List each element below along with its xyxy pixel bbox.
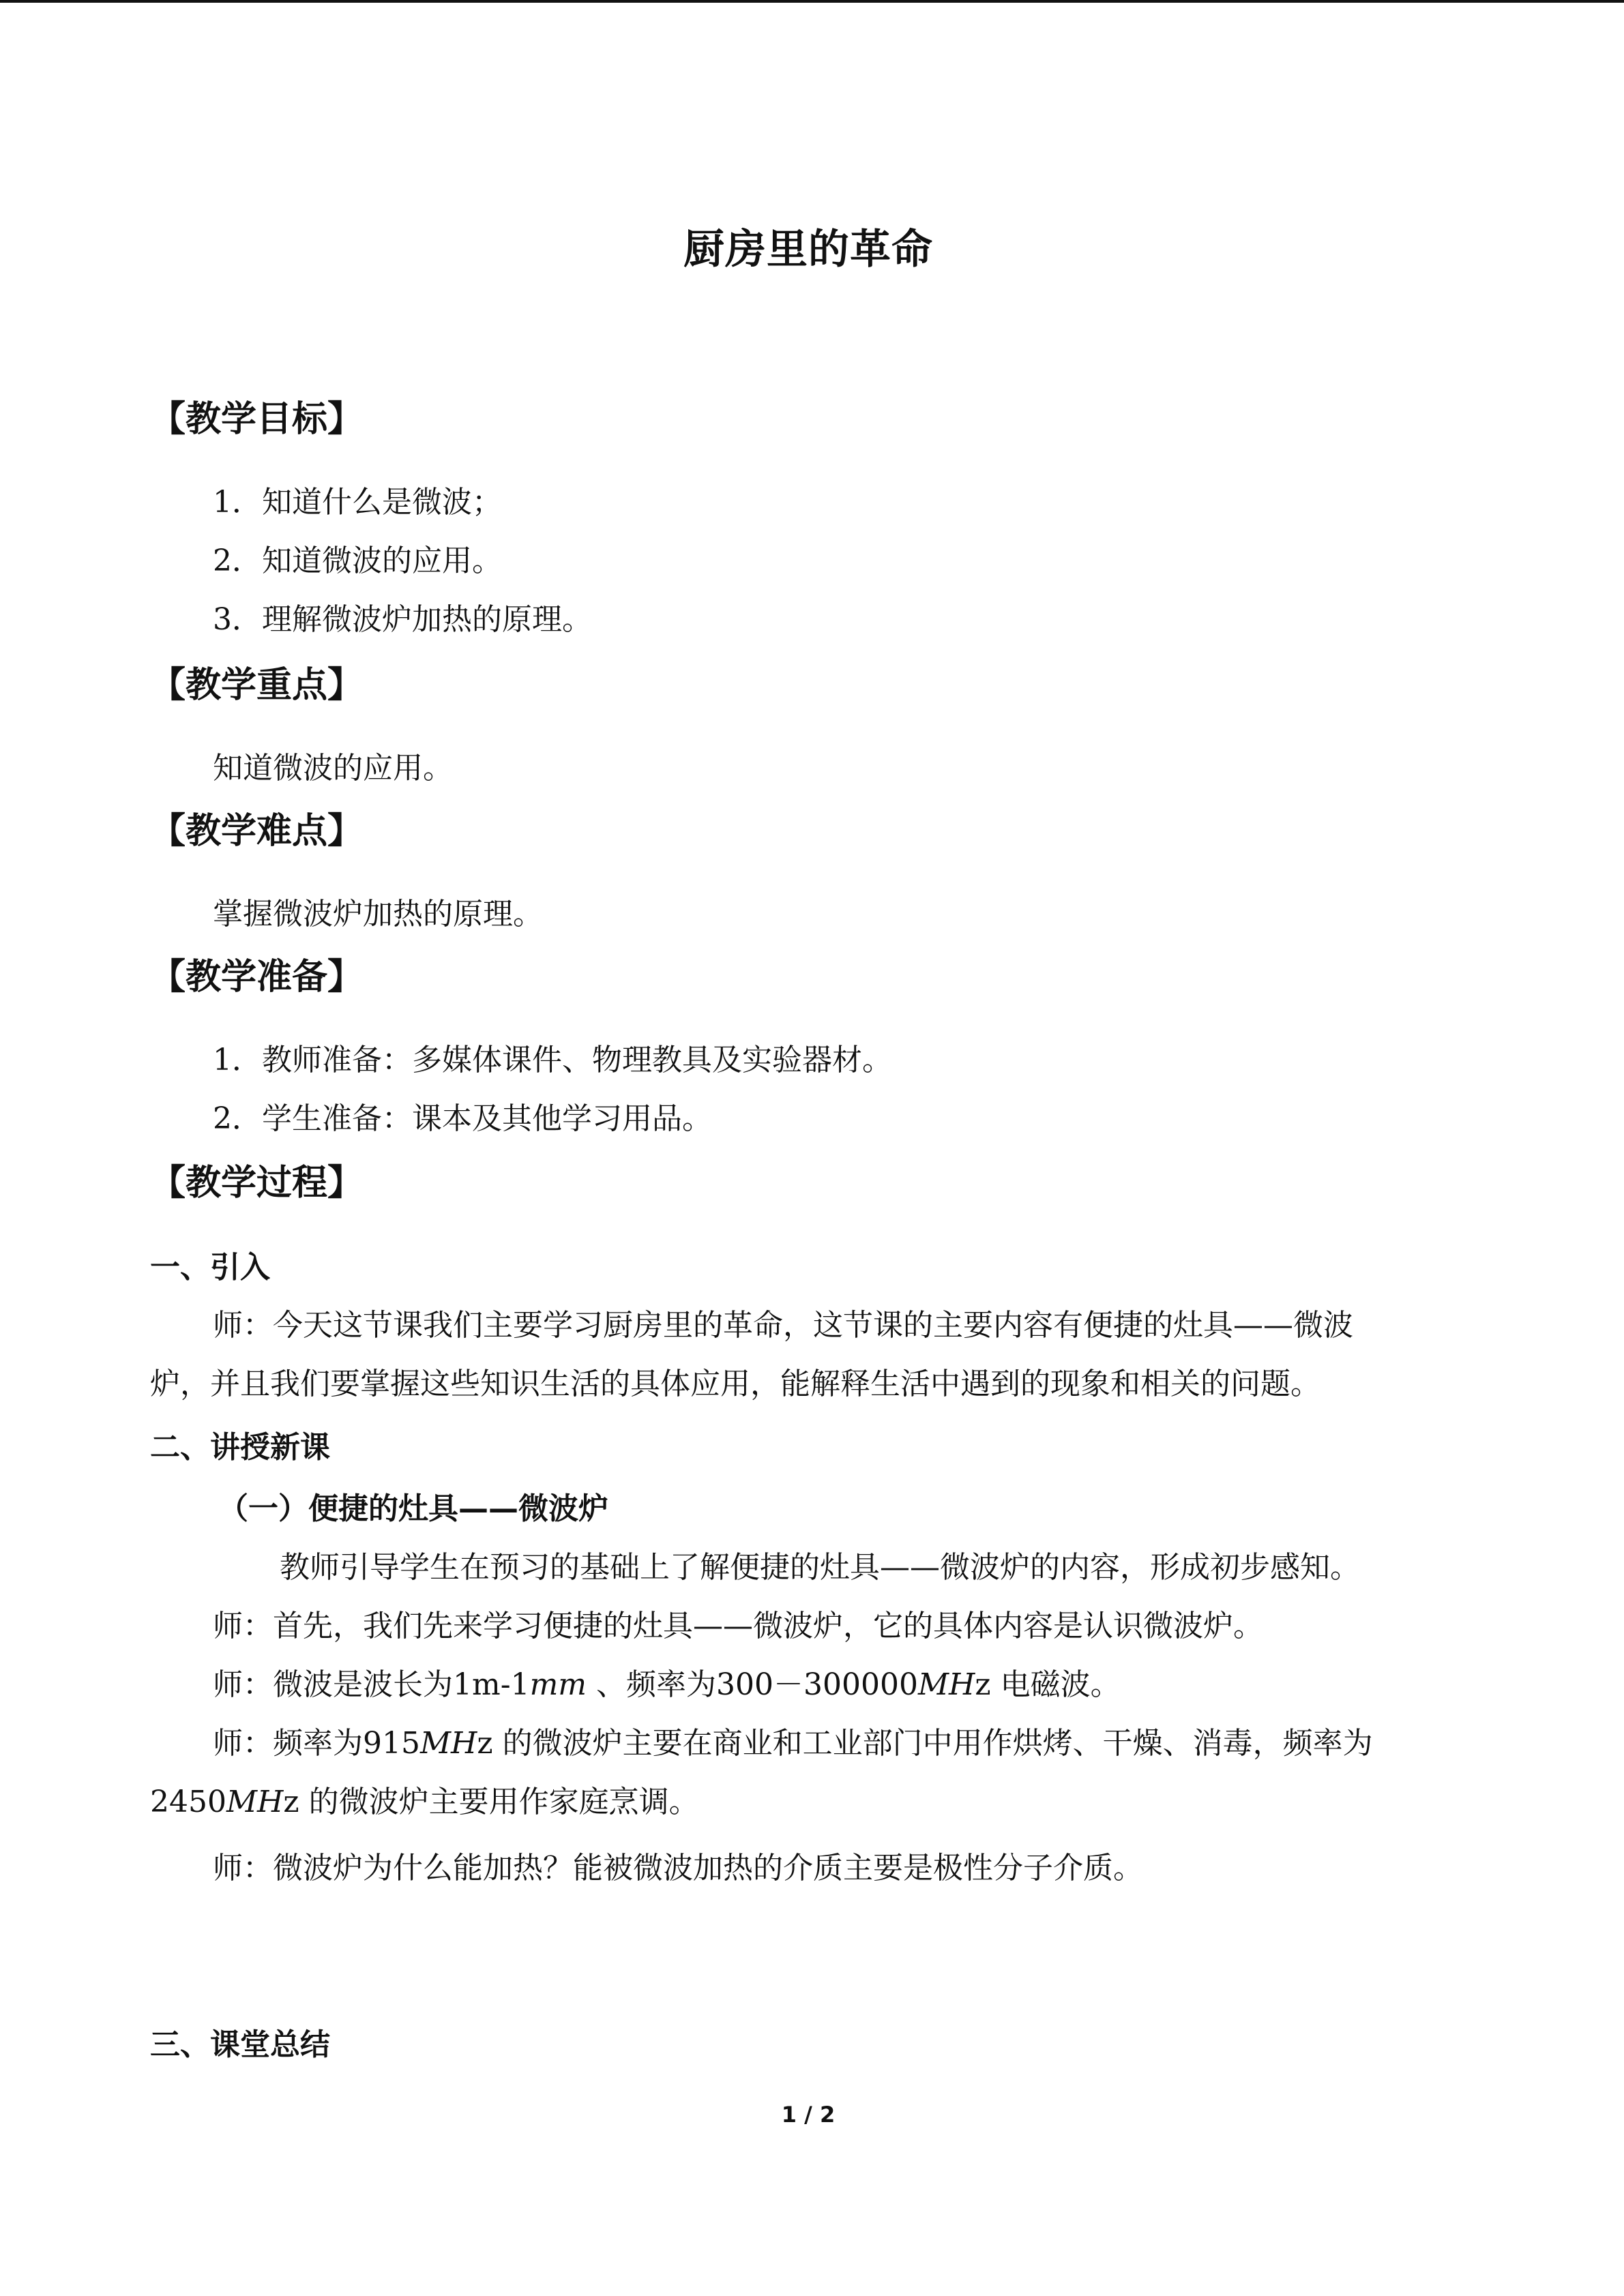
subsection-heading-microwave: （一）便捷的灶具——微波炉 <box>218 1491 608 1526</box>
process-part3-heading: 三、课堂总结 <box>150 2027 330 2062</box>
sub1-line2: 师：首先，我们先来学习便捷的灶具——微波炉，它的具体内容是认识微波炉。 <box>213 1609 1263 1643</box>
freq-a-prefix: 师：频率为915 <box>213 1726 420 1761</box>
section-heading-preparation: 【教学准备】 <box>150 957 364 998</box>
wave-suffix: z 电磁波。 <box>975 1667 1121 1702</box>
process-part1-line2: 炉，并且我们要掌握这些知识生活的具体应用，能解释生活中遇到的现象和相关的问题。 <box>150 1367 1320 1401</box>
freq-a-unit: MH <box>419 1726 477 1761</box>
wave-definition-line <box>213 1660 1121 1703</box>
freq-b-unit: MH <box>226 1785 284 1819</box>
difficulty-text: 掌握微波炉加热的原理。 <box>213 897 543 931</box>
goal-item-1: 1．知道什么是微波； <box>213 485 502 520</box>
page-number: 1 / 2 <box>781 2102 836 2128</box>
preparation-item-2: 2．学生准备：课本及其他学习用品。 <box>213 1101 712 1136</box>
process-part1-line1: 师：今天这节课我们主要学习厨房里的革命，这节课的主要内容有便捷的灶具——微波 <box>213 1308 1353 1343</box>
freq-a-suffix: z 的微波炉主要在商业和工业部门中用作烘烤、干燥、消毒，频率为 <box>477 1726 1373 1761</box>
section-heading-process: 【教学过程】 <box>150 1163 364 1204</box>
sub1-line1: 教师引导学生在预习的基础上了解便捷的灶具——微波炉的内容，形成初步感知。 <box>280 1550 1360 1585</box>
wave-mid: 、频率为300－300000 <box>587 1667 918 1702</box>
wave-prefix: 师：微波是波长为1m-1 <box>213 1667 530 1702</box>
top-border <box>0 0 1624 3</box>
heating-question-line: 师：微波炉为什么能加热？能被微波加热的介质主要是极性分子介质。 <box>213 1851 1143 1885</box>
goal-item-3: 3．理解微波炉加热的原理。 <box>213 602 592 637</box>
key-point-text: 知道微波的应用。 <box>213 751 453 786</box>
section-heading-key-point: 【教学重点】 <box>150 665 364 706</box>
section-heading-difficulty: 【教学难点】 <box>150 811 364 852</box>
wave-unit-mhz: MH <box>917 1667 975 1702</box>
freq-b-suffix: z 的微波炉主要用作家庭烹调。 <box>283 1785 699 1819</box>
goal-item-2: 2．知道微波的应用。 <box>213 543 502 578</box>
wave-unit-mm: mm <box>529 1667 587 1702</box>
preparation-item-1: 1．教师准备：多媒体课件、物理教具及实验器材。 <box>213 1043 892 1077</box>
freq-b-prefix: 2450 <box>150 1785 226 1819</box>
frequency-line-2 <box>150 1777 699 1821</box>
document-title: 厨房里的革命 <box>683 226 933 273</box>
section-heading-goals: 【教学目标】 <box>150 399 364 440</box>
frequency-line-1 <box>213 1718 1373 1762</box>
process-part1-heading: 一、引入 <box>150 1250 270 1285</box>
process-part2-heading: 二、讲授新课 <box>150 1430 330 1465</box>
